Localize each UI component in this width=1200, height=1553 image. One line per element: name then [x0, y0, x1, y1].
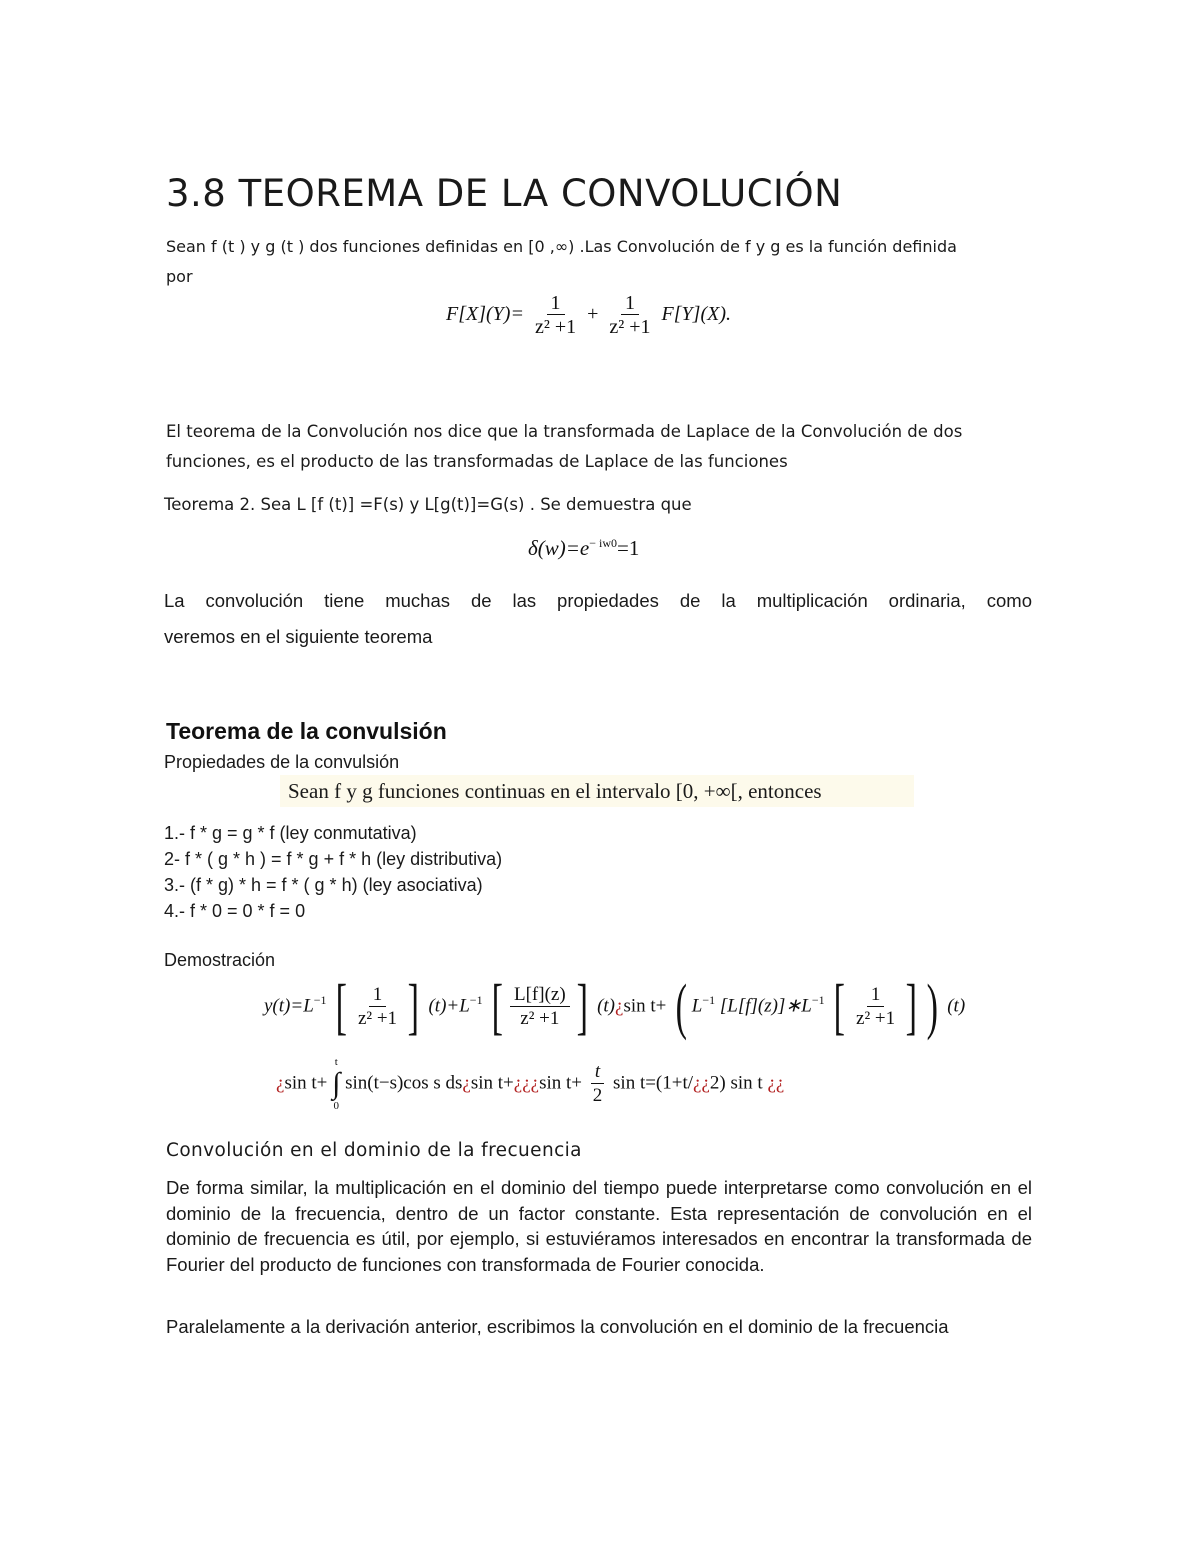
formula-3-inverse-2: −1 [469, 993, 483, 1008]
section-heading: Teorema de la convulsión [166, 718, 447, 744]
subheading: Propiedades de la convulsión [164, 752, 400, 772]
integral-lower-limit: 0 [333, 1100, 339, 1112]
formula-4-part-c: sin t+ [470, 1072, 514, 1094]
integral-upper-limit: t [334, 1056, 338, 1068]
theorem-2: Teorema 2. Sea L [f (t)] =F(s) y L[g(t)]=G(s) . Se demuestra que [164, 495, 692, 514]
formula-3-part-e: L [691, 995, 703, 1017]
formula-3-red-1: ¿ [615, 995, 624, 1017]
formula-3-frac-2-num: L[f](z) [510, 984, 570, 1007]
formula-4-part-a: sin t+ [284, 1072, 328, 1094]
formula-3-frac-1-den: z² +1 [357, 1007, 398, 1029]
formula-3: $y(t)=L^{-1}$ [ $\frac{1}{\text{z² +1}}$ ] $(t)+L^{-1}$ [ $\frac{L[f](z)}{\text{z² +1}}$ ] (t)¿sin t+ ( $L^{-1}$ $[L[f](z)]∗L^{-1}$ [ $\frac{1}{\text{z² +1}}$ ] ) (t) [264, 973, 966, 1041]
formula-1-den-2: z² +1 [609, 316, 651, 338]
formula-3-frac-1-num: 1 [369, 984, 387, 1007]
formula-3-inverse-1: −1 [313, 993, 327, 1008]
formula-1-lhs: F[X](Y)= [446, 303, 524, 326]
formula-3-frac-3-num: 1 [867, 984, 885, 1007]
property-item-4: 4.- f * 0 = 0 * f = 0 [164, 901, 306, 921]
property-item-1: 1.- f * g = g * f (ley conmutativa) [164, 823, 417, 843]
formula-1-plus: + [587, 303, 599, 326]
formula-3-part-g: (t) [947, 995, 966, 1017]
highlight-line: Sean f y g funciones continuas en el intervalo [0, +∞[, entonces [280, 775, 914, 807]
demo-label: Demostración [164, 950, 276, 970]
theorem-line-1: El teorema de la Convolución nos dice que la transformada de Laplace de la Convolución de dos [166, 422, 963, 441]
formula-1-frac-2 [605, 292, 654, 339]
formula-2 [528, 536, 639, 561]
convolution-line-1: La convolución tiene muchas de las propiedades de la multiplicación ordinaria, como [164, 590, 1032, 611]
formula-1-frac-1 [531, 292, 580, 339]
formula-3-inverse-3: −1 [702, 993, 716, 1008]
formula-3-part-b: (t)+L [428, 995, 470, 1017]
convolution-paragraph [164, 583, 1032, 655]
formula-4-part-f: 2) sin t [709, 1072, 763, 1094]
formula-4-frac-den: 2 [592, 1084, 603, 1106]
intro-line-2: por [166, 267, 193, 286]
formula-3-part-d: sin t+ [623, 995, 667, 1017]
formula-3-part-a: y(t)=L [264, 995, 314, 1017]
formula-1-num-2: 1 [621, 292, 639, 315]
intro-paragraph [166, 232, 1036, 292]
formula-4-part-e: sin t=(1+t/ [613, 1072, 694, 1094]
formula-4-red-start: ¿ [276, 1072, 285, 1094]
integral-sign: t ∫ 0 [332, 1056, 341, 1112]
theorem-line-2: funciones, es el producto de las transformadas de Laplace de las funciones [166, 452, 788, 471]
formula-4-part-d: sin t+ [539, 1072, 583, 1094]
convolution-line-2: veremos en el siguiente teorema [164, 626, 433, 647]
formula-2-rhs: =1 [617, 536, 640, 560]
frequency-heading: Convolución en el dominio de la frecuencia [166, 1140, 582, 1161]
formula-3-frac-3 [852, 984, 899, 1031]
final-paragraph: Paralelamente a la derivación anterior, escribimos la convolución en el dominio de la frecuencia [166, 1316, 949, 1337]
formula-4 [276, 1056, 784, 1112]
formula-4-part-b: sin(t−s)cos s ds [345, 1072, 463, 1094]
frequency-paragraph: De forma similar, la multiplicación en el dominio del tiempo puede interpretarse como convolución en el dominio de la frecuencia, dentro de un factor constante. Esta representación de convolución en el dominio de frecuencia es útil, por ejemplo, si estuviéramos interesados en encontrar la transformada de Fourier del producto de funciones con transformada de Fourier conocida. [166, 1177, 1032, 1275]
property-item-3: 3.- (f * g) * h = f * ( g * h) (ley asociativa) [164, 875, 483, 895]
property-item-2: 2- f * ( g * h ) = f * g + f * h (ley distributiva) [164, 849, 503, 869]
formula-2-exp: − iw0 [589, 536, 618, 550]
formula-4-frac [589, 1061, 607, 1108]
formula-3-frac-2-den: z² +1 [520, 1007, 560, 1029]
formula-4-red-3: ¿¿¿ [513, 1072, 540, 1094]
formula-1-num-1: 1 [547, 292, 565, 315]
formula-4-red-4: ¿¿ [693, 1072, 710, 1094]
formula-3-frac-2 [510, 984, 570, 1031]
formula-1-den-1: z² +1 [534, 316, 577, 338]
formula-4-frac-num: t [591, 1061, 604, 1084]
formula-3-frac-3-den: z² +1 [856, 1007, 896, 1029]
formula-4-red-5: ¿¿ [767, 1072, 785, 1094]
formula-1-rhs: F[Y](X). [661, 303, 731, 326]
intro-line-1: Sean f (t ) y g (t ) dos funciones definidas en [0 ,∞) .Las Convolución de f y g es la función definida [166, 237, 957, 256]
formula-3-frac-1 [354, 984, 401, 1031]
formula-3-part-f: [L[f](z)]∗L [719, 995, 812, 1017]
formula-3-inverse-4: −1 [811, 993, 825, 1008]
page-title: 3.8 TEOREMA DE LA CONVOLUCIÓN [166, 172, 843, 215]
theorem-paragraph [166, 417, 1032, 477]
formula-4-red-2: ¿ [462, 1072, 471, 1094]
formula-1 [446, 292, 731, 339]
formula-2-lhs: δ(w)=e [528, 536, 590, 560]
formula-3-part-c: (t) [597, 995, 616, 1017]
